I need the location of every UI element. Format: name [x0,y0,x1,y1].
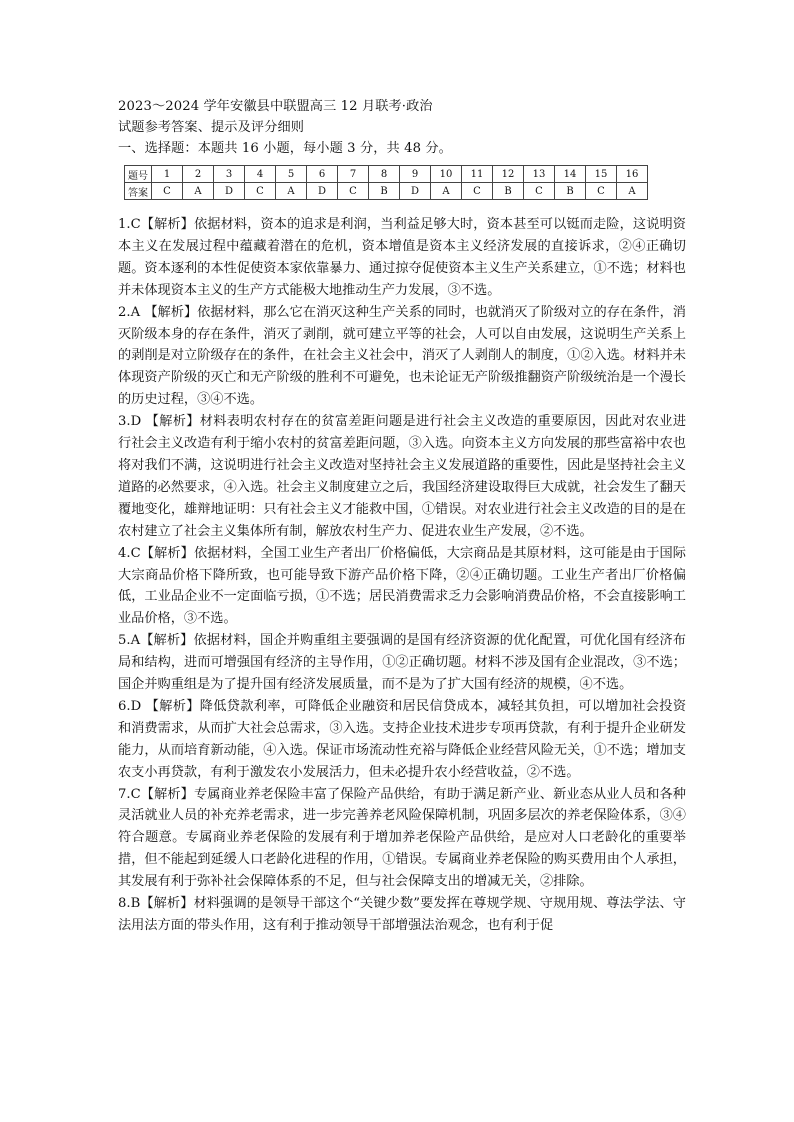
question-number-row [125,166,648,183]
answer-table [124,165,648,200]
question-number-cell: 3 [214,166,245,183]
answer-cell: D [400,183,431,200]
row-label-answer: 答案 [125,183,152,200]
explanation-paragraph: 2.A 【解析】依据材料，那么它在消灭这种生产关系的同时，也就消灭了阶级对立的存在条件，消灭阶级本身的存在条件，消灭了剥削，就可建立平等的社会，人可以自由发展，这说明生产关系上的剥削是对立阶级存在的条件，在社会主义社会中，消灭了人剥削人的制度，①②入选。材料并未体现资产阶级的灭亡和无产阶级的胜利不可避免，也未论证无产阶级推翻资产阶级统治是一个漫长的历史过程，③④不选。 [118,304,686,408]
question-number-cell: 13 [524,166,555,183]
explanation-paragraph: 5.A【解析】依据材料，国企并购重组主要强调的是国有经济资源的优化配置，可优化国有经济布局和结构，进而可增强国有经济的主导作用，①②正确切题。材料不涉及国有企业混改，③不选；国企并购重组是为了提升国有经济发展质量，而不是为了扩大国有经济的规模，④不选。 [118,633,686,693]
question-number-cell: 14 [555,166,586,183]
explanation-body [118,214,686,937]
answer-cell: D [214,183,245,200]
answer-cell: C [524,183,555,200]
answer-cell: B [369,183,400,200]
explanation-paragraph: 4.C【解析】依据材料，全国工业生产者出厂价格偏低，大宗商品是其原材料，这可能是由于国际大宗商品价格下降所致，也可能导致下游产品价格下降，②④正确切题。工业生产者出厂价格偏低，工业品企业不一定面临亏损，①不选；居民消费需求乏力会影响消费品价格，不会直接影响工业品价格，③不选。 [118,545,686,627]
row-label-question: 题号 [125,166,152,183]
answer-row [125,183,648,200]
answer-cell: D [307,183,338,200]
explanation-paragraph: 6.D 【解析】降低贷款利率，可降低企业融资和居民信贷成本，减轻其负担，可以增加社会投资和消费需求，从而扩大社会总需求，③入选。支持企业技术进步专项再贷款，有利于提升企业研发能力，从而培育新动能，④入选。保证市场流动性充裕与降低企业经营风险无关，①不选；增加支农支小再贷款，有利于激发农小发展活力，但未必提升农小经营收益，②不选。 [118,698,686,780]
explanation-paragraph: 1.C【解析】依据材料，资本的追求是利润，当利益足够大时，资本甚至可以铤而走险，这说明资本主义在发展过程中蕴藏着潜在的危机，资本增值是资本主义经济发展的直接诉求，②④正确切题。资本逐利的本性促使资本家依靠暴力、通过掠夺促使资本主义生产关系建立，①不选；材料也并未体现资本主义的生产方式能极大地推动生产力发展，③不选。 [118,217,686,298]
answer-cell: C [152,183,183,200]
answer-cell: C [338,183,369,200]
question-number-cell: 2 [183,166,214,183]
explanation-paragraph: 7.C【解析】专属商业养老保险丰富了保险产品供给，有助于满足新产业、新业态从业人员和各种灵活就业人员的补充养老需求，进一步完善养老风险保障机制，巩固多层次的养老保险体系，③④符合题意。专属商业养老保险的发展有利于增加养老保险产品供给，是应对人口老龄化的重要举措，但不能起到延缓人口老龄化进程的作用，①错误。专属商业养老保险的购买费用由个人承担，其发展有利于弥补社会保障体系的不足，但与社会保障支出的增减无关，②排除。 [118,786,686,890]
answer-cell: C [586,183,617,200]
question-number-cell: 5 [276,166,307,183]
answer-cell: B [555,183,586,200]
answer-cell: A [183,183,214,200]
question-number-cell: 10 [431,166,462,183]
question-number-cell: 7 [338,166,369,183]
document-subtitle: 试题参考答案、提示及评分细则 [118,120,305,135]
question-number-cell: 8 [369,166,400,183]
question-number-cell: 4 [245,166,276,183]
question-number-cell: 16 [617,166,648,183]
question-number-cell: 11 [462,166,493,183]
answer-cell: C [462,183,493,200]
question-number-cell: 1 [152,166,183,183]
answer-cell: C [245,183,276,200]
explanation-paragraph: 8.B【解析】材料强调的是领导干部这个“关键少数”要发挥在尊规学规、守规用规、尊法学法、守法用法方面的带头作用，这有利于推动领导干部增强法治观念，也有利于促 [118,896,686,933]
question-number-cell: 9 [400,166,431,183]
question-number-cell: 6 [307,166,338,183]
question-number-cell: 15 [586,166,617,183]
answer-cell: A [431,183,462,200]
section-heading: 一、选择题：本题共 16 小题，每小题 3 分，共 48 分。 [118,141,452,156]
answer-cell: A [276,183,307,200]
answer-cell: A [617,183,648,200]
explanation-paragraph: 3.D 【解析】材料表明农村存在的贫富差距问题是进行社会主义改造的重要原因，因此对农业进行社会主义改造有利于缩小农村的贫富差距问题，③入选。向资本主义方向发展的那些富裕中农也将对我们不满，这说明进行社会主义改造对坚持社会主义发展道路的重要性，因此是坚持社会主义道路的必然要求，④入选。社会主义制度建立之后，我国经济建设取得巨大成就，社会发生了翻天覆地变化，雄辩地证明：只有社会主义才能救中国，①错误。对农业进行社会主义改造的目的是在农村建立了社会主义集体所有制，解放农村生产力、促进农业生产发展，②不选。 [118,414,686,539]
question-number-cell: 12 [493,166,524,183]
document-page [118,96,686,937]
answer-cell: B [493,183,524,200]
document-title: 2023～2024 学年安徽县中联盟高三 12 月联考·政治 [118,99,433,114]
